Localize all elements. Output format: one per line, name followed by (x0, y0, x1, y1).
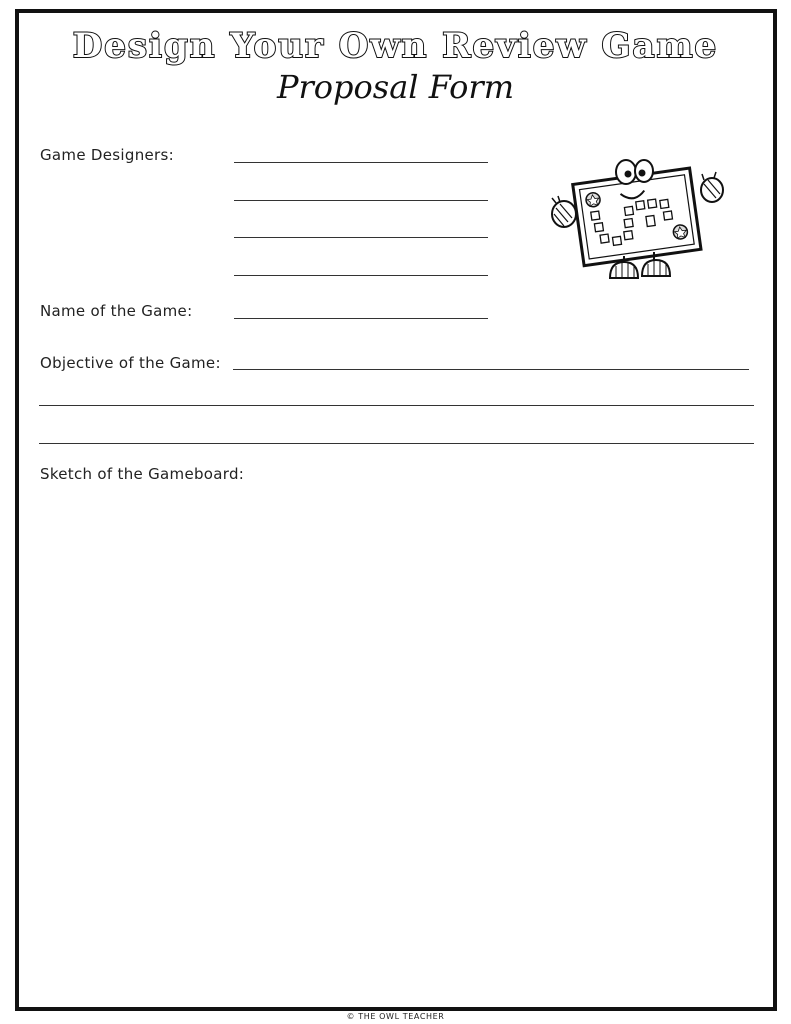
objective-line-2[interactable] (39, 405, 754, 406)
designer-line-2[interactable] (234, 200, 488, 201)
game-name-label: Name of the Game: (40, 302, 193, 320)
gameboard-character-icon (546, 158, 726, 282)
shoes-icon (610, 260, 670, 278)
game-name-line[interactable] (234, 318, 488, 319)
sketch-label: Sketch of the Gameboard: (40, 465, 245, 483)
objective-label: Objective of the Game: (40, 354, 221, 372)
sketch-area[interactable] (39, 492, 754, 997)
copyright-footer: © THE OWL TEACHER (346, 1012, 445, 1021)
left-hand-icon (552, 196, 576, 227)
designer-line-3[interactable] (234, 237, 488, 238)
designer-line-1[interactable] (234, 162, 488, 163)
designer-line-4[interactable] (234, 275, 488, 276)
page-title: Design Your Own Review Game (72, 26, 719, 66)
objective-line-3[interactable] (39, 443, 754, 444)
game-designers-label: Game Designers: (40, 146, 174, 164)
page-subtitle: Proposal Form (276, 68, 515, 106)
objective-line-1[interactable] (233, 369, 749, 370)
right-hand-icon (701, 172, 723, 202)
